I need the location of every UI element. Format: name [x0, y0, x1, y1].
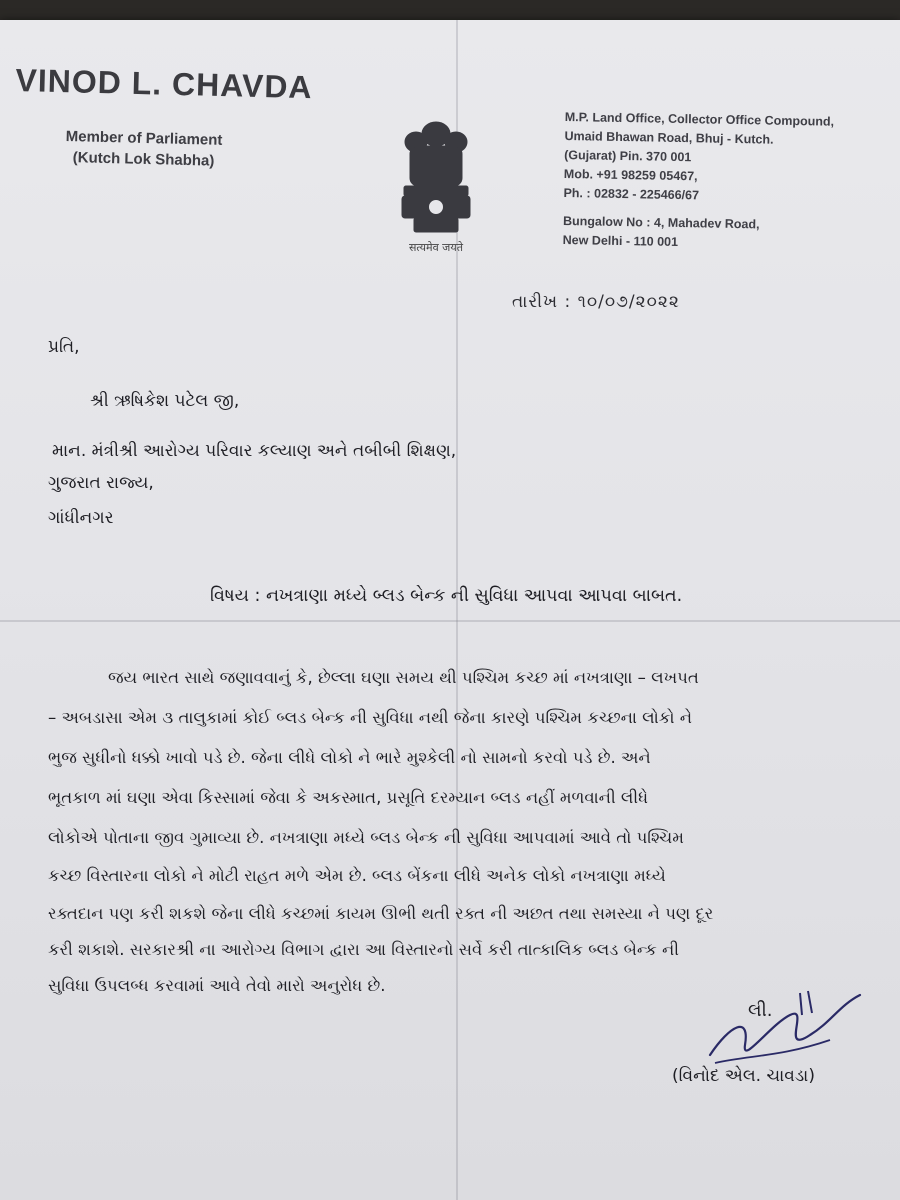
- delhi-address-line: New Delhi - 110 001: [562, 232, 679, 249]
- paragraph-line: – અબડાસા એમ ૩ તાલુકામાં કોઈ બ્લડ બેન્ક ની સુવિધા નથી જેના કારણે પશ્ચિમ કચ્છના લોકો ને: [48, 708, 693, 727]
- closing-prefix: લી.: [748, 1000, 773, 1021]
- recipient-name: શ્રી ઋષિકેશ પટેલ જી,: [90, 391, 240, 411]
- role-constituency: (Kutch Lok Shabha): [72, 149, 215, 170]
- paragraph-line: ભૂતકાળ માં ઘણા એવા કિસ્સામાં જેવા કે અકસ્માત, પ્રસૂતિ દરમ્યાન બ્લડ નહીં મળવાની લીધે: [48, 788, 649, 807]
- role-title: Member of Parliament: [65, 127, 223, 149]
- letterhead-address: [563, 108, 900, 256]
- recipient-state: ગુજરાત રાજ્ય,: [48, 473, 154, 493]
- letterhead-role: [65, 126, 223, 172]
- paper-fold-horizontal: [0, 620, 900, 622]
- delhi-address-line: Bungalow No : 4, Mahadev Road,: [562, 213, 760, 232]
- salutation: પ્રતિ,: [48, 337, 80, 357]
- signature-icon: [690, 985, 870, 1075]
- paragraph-line: જય ભારત સાથે જણાવવાનું કે, છેલ્લા ઘણા સમય થી પશ્ચિમ કચ્છ માં નખત્રાણા – લખપત: [108, 668, 699, 687]
- letter-subject: વિષય : નખત્રાણા મધ્યે બ્લડ બેન્ક ની સુવિધા આપવા આપવા બાબત.: [210, 586, 683, 606]
- paragraph-line: ભુજ સુધીનો ધક્કો ખાવો પડે છે. જેના લીધે લોકો ને ભારે મુશ્કેલી નો સામનો કરવો પડે છે. અને: [48, 748, 651, 767]
- signatory-name: (વિનોદ એલ. ચાવડા): [672, 1066, 815, 1086]
- letterhead-name: VINOD L. CHAVDA: [15, 62, 313, 106]
- letter-date: તારીખ : ૧૦/૦૭/૨૦૨૨: [512, 292, 680, 312]
- address-line: Umaid Bhawan Road, Bhuj - Kutch.: [564, 128, 774, 147]
- paragraph-line: રક્તદાન પણ કરી શકશે જેના લીધે કચ્છમાં કાયમ ઊભી થતી રક્ત ની અછત તથા સમસ્યા ને પણ દૂર: [48, 904, 714, 923]
- address-line: M.P. Land Office, Collector Office Compound,: [564, 109, 835, 129]
- paragraph-line: કચ્છ વિસ્તારના લોકો ને મોટી રાહત મળે એમ છે. બ્લડ બેંકના લીધે અનેક લોકો નખત્રાણા મધ્યે: [48, 866, 666, 885]
- paragraph-line: લોકોએ પોતાના જીવ ગુમાવ્યા છે. નખત્રાણા મધ્યે બ્લડ બેન્ક ની સુવિધા આપવામાં આવે તો પશ્ચિમ: [48, 828, 684, 847]
- paragraph-line: સુવિધા ઉપલબ્ધ કરવામાં આવે તેવો મારો અનુરોધ છે.: [48, 976, 386, 995]
- phone-line: Ph. : 02832 - 225466/67: [563, 185, 700, 203]
- address-line: (Gujarat) Pin. 370 001: [564, 147, 692, 165]
- emblem-motto: सत्यमेव जयते: [408, 241, 463, 254]
- recipient-city: ગાંધીનગર: [48, 508, 114, 528]
- paragraph-line: કરી શકાશે. સરકારશ્રી ના આરોગ્ય વિભાગ દ્વારા આ વિસ્તારનો સર્વે કરી તાત્કાલિક બ્લડ બેન્ક ની: [48, 940, 679, 959]
- recipient-title: માન. મંત્રીશ્રી આરોગ્ય પરિવાર કલ્યાણ અને તબીબી શિક્ષણ,: [52, 441, 457, 461]
- mobile-line: Mob. +91 98259 05467,: [563, 166, 698, 184]
